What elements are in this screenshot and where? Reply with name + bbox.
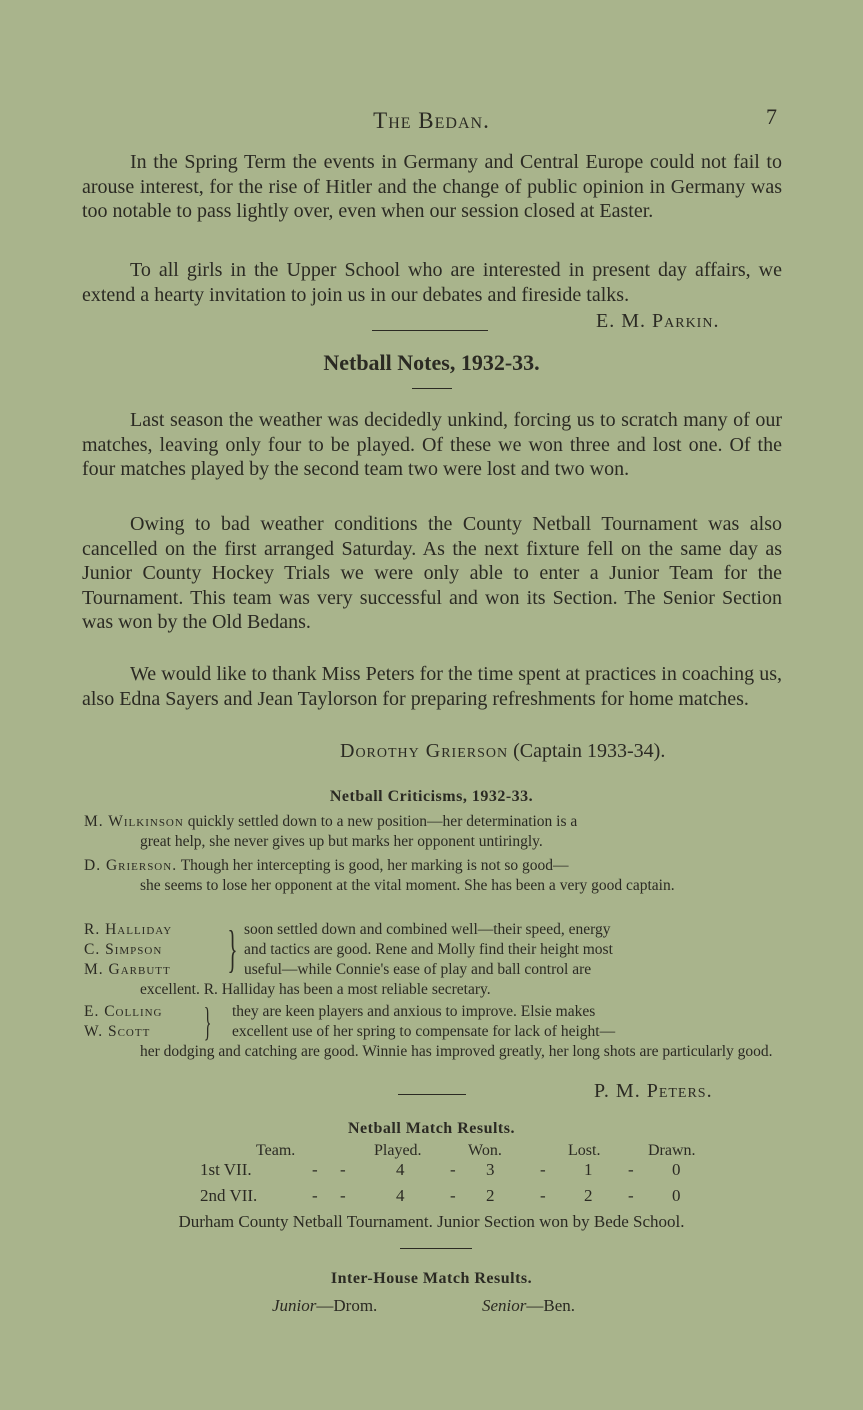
- criticism-entry: D. Grierson. Though her intercepting is good, her marking is not so good— she seems to lose her opponent at the vital moment. She has been a very good captain.: [84, 857, 675, 894]
- player-name: M. Garbutt: [84, 961, 171, 978]
- inter-house-title: Inter-House Match Results.: [330, 1270, 533, 1287]
- criticism-entry: M. Wilkinson quickly settled down to a new position—her determination is a great help, she never gives up but marks her opponent untiringly.: [84, 813, 578, 850]
- criticism-group: R. Halliday C. Simpson M. Garbutt } soon settled down and combined well—their speed, energy and tactics are good. Rene and Molly find their height most useful—while Connie's ease of play and ball control are excellent. R. Halliday has been a most reliable secretary.: [84, 921, 613, 998]
- cell-lost: 2: [584, 1186, 593, 1205]
- netball-paragraph-1: Last season the weather was decidedly unkind, forcing us to scratch many of our matches, leaving only four to be played. Of these we won three and lost one. Of the four matches played by the second team two were lost and two won.: [82, 409, 782, 480]
- player-name: W. Scott: [84, 1023, 151, 1040]
- netball-paragraph-2: Owing to bad weather conditions the County Netball Tournament was also cancelled on the first arranged Saturday. As the next fixture fell on the same day as Junior County Hockey Trials we were only able to enter a Junior Team for the Tournament. This team was very successful and won its Section. The Senior Section was won by the Old Bedans.: [82, 513, 782, 633]
- divider: [400, 1248, 472, 1249]
- netball-paragraph-3: We would like to thank Miss Peters for the time spent at practices in coaching us, also Edna Sayers and Jean Taylorson for preparing refreshments for home matches.: [82, 663, 782, 710]
- header-drawn: Drawn.: [648, 1142, 696, 1159]
- cell-played: 4: [396, 1160, 405, 1179]
- cell-won: 2: [486, 1186, 495, 1205]
- page-number: 7: [766, 104, 777, 129]
- debate-signature: E. M. Parkin.: [596, 310, 720, 332]
- tournament-note: Durham County Netball Tournament. Junior Section won by Bede School.: [178, 1212, 685, 1231]
- cell-won: 3: [486, 1160, 495, 1179]
- results-table: Team. Played. Won. Lost. Drawn. 1st VII. - - 4 - 3 - 1 - 0 2nd VII. - - 4 - 2 - 2 - 0: [200, 1142, 696, 1205]
- senior-result: Senior—Ben.: [482, 1296, 576, 1315]
- junior-result: Junior—Drom.: [272, 1296, 378, 1315]
- header-lost: Lost.: [568, 1142, 601, 1159]
- table-row-team: 2nd VII.: [200, 1186, 258, 1205]
- cell-played: 4: [396, 1186, 405, 1205]
- criticism-group: E. Colling W. Scott } they are keen players and anxious to improve. Elsie makes excellent use of her spring to compensate for lack of height— her dodging and catching are good. Winnie has improved greatly, her long shots are particularly good.: [84, 999, 773, 1060]
- header-team: Team.: [256, 1142, 296, 1159]
- cell-drawn: 0: [672, 1160, 681, 1179]
- netball-notes-title: Netball Notes, 1932-33.: [323, 350, 540, 375]
- header-won: Won.: [468, 1142, 502, 1159]
- cell-drawn: 0: [672, 1186, 681, 1205]
- divider: [372, 330, 488, 331]
- table-row-team: 1st VII.: [200, 1160, 252, 1179]
- debate-paragraph-1: In the Spring Term the events in Germany and Central Europe could not fail to arouse interest, for the rise of Hitler and the change of public opinion in Germany was too notable to pass lightly over, even when our session closed at Easter.: [82, 151, 782, 222]
- netball-signature: Dorothy Grierson (Captain 1933-34).: [340, 740, 666, 762]
- brace-icon: }: [203, 999, 212, 1044]
- criticisms-title: Netball Criticisms, 1932-33.: [329, 788, 534, 805]
- debate-paragraph-2: To all girls in the Upper School who are interested in present day affairs, we extend a hearty invitation to join us in our debates and fireside talks.: [82, 259, 782, 306]
- header-played: Played.: [374, 1142, 422, 1159]
- running-header: The Bedan.: [373, 108, 490, 133]
- divider: [398, 1094, 466, 1095]
- brace-icon: }: [227, 921, 238, 978]
- results-title: Netball Match Results.: [348, 1120, 515, 1137]
- criticisms-signature: P. M. Peters.: [594, 1080, 713, 1102]
- player-name: R. Halliday: [84, 921, 173, 938]
- player-name: C. Simpson: [84, 941, 163, 958]
- player-name: E. Colling: [84, 1003, 163, 1020]
- cell-lost: 1: [584, 1160, 593, 1179]
- divider: [412, 388, 452, 389]
